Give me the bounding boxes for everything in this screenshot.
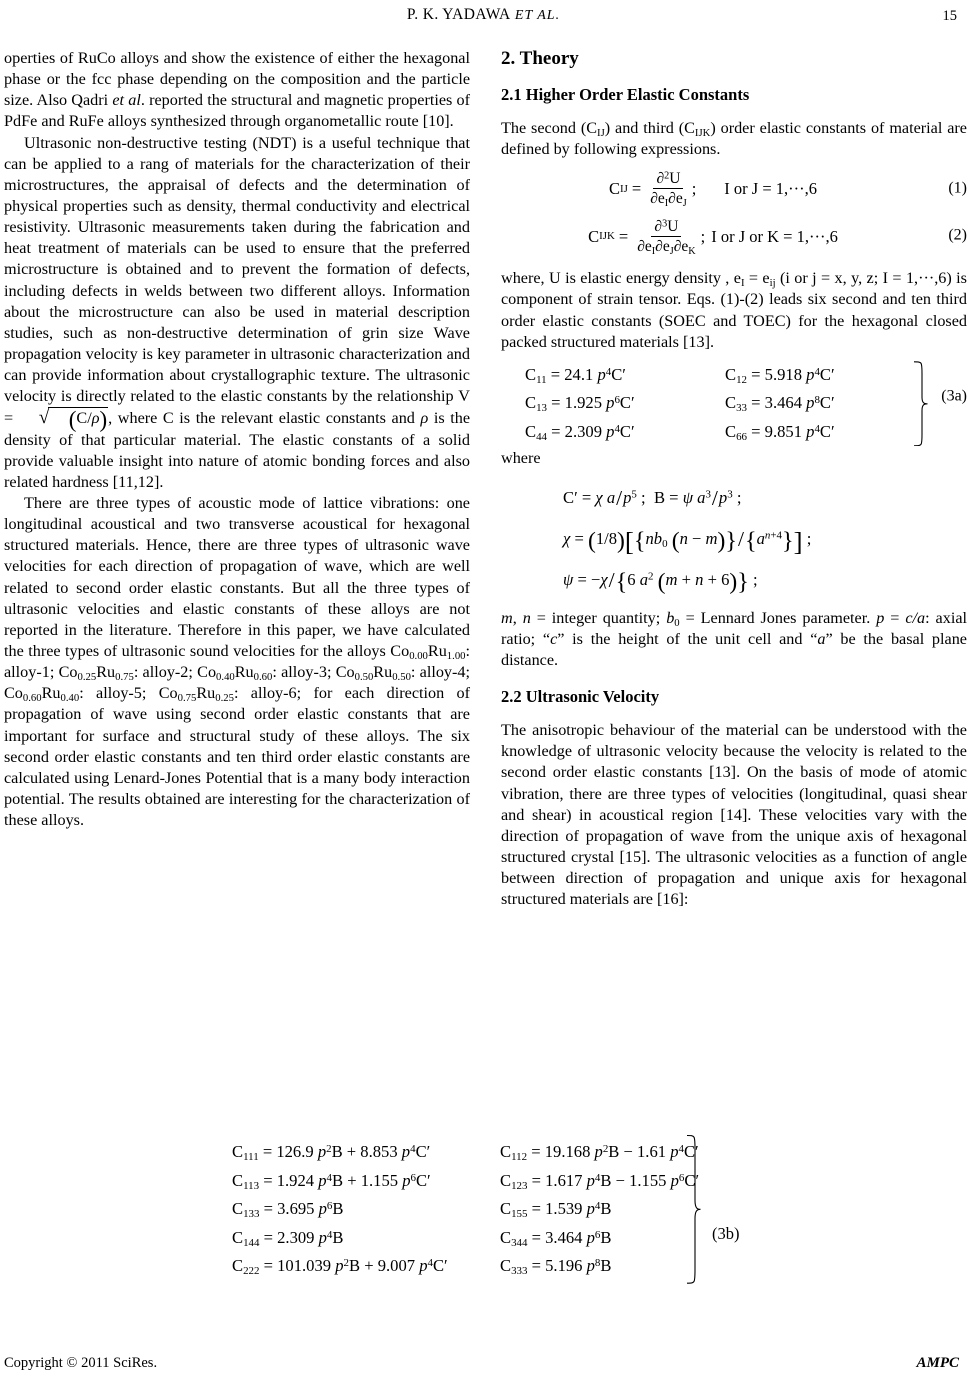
para2-rho: ρ — [420, 409, 429, 428]
paragraph-anisotropic: The anisotropic behaviour of the material can be understood with the knowledge of ultrasonic velocity because the velocity is related to the second order elastic constants [13]. On the basis of mode of atomic vibration, there are three types of velocities (longitudinal, quasi shear and shear) in acoustical region [14]. These velocities vary with the direction of propagation of wave from the unique axis of hexagonal structured crystal [15]. The ultrasonic velocities as a function of angle between direction of propagation and unique axis for hexagonal structured materials are [16]: — [501, 721, 967, 909]
paragraph-where-u — [501, 268, 967, 353]
equation-3b-block — [0, 1138, 967, 1338]
alloy-label-6: : alloy-6; — [233, 684, 314, 703]
section-heading-theory: 2. Theory — [501, 48, 579, 69]
equation-3a-grid — [525, 361, 967, 447]
radicand-rho: ρ — [91, 409, 100, 428]
where-label: where — [501, 449, 541, 468]
eq2-numerator: ∂$^3$U — [651, 218, 681, 237]
alloy-formula-1: $Co_{0.00}Ru_{1.00}$ — [390, 641, 466, 662]
eq1-numerator: ∂$^2$U — [653, 170, 683, 189]
symbol-lj-text: = Lennard Jones parameter. — [679, 608, 877, 627]
para1-part-b: . reported the structural and magnetic properties of PdFe and RuFe alloys synthesized through organometallic route [10]. — [4, 91, 471, 131]
eq3a-cell-C66: $C_{66} = 9.851$ $p^4C'$ — [725, 421, 835, 443]
rc-para1-a: The second (C — [501, 118, 598, 137]
eq3a-cell-C44: $C_{44} = 2.309$ $p^4C'$ — [525, 421, 635, 443]
eq3b-cell-C155: $C_{155} = 1.539$ $p^4B$ — [500, 1199, 612, 1221]
eq2-fraction — [634, 218, 698, 256]
eq2-lhs: C — [588, 226, 600, 246]
alloy-formula-2: $Co_{0.25}Ru_{0.75}$ — [58, 663, 134, 684]
eq3a-cell-C13: $C_{13} = 1.925$ $p^6C'$ — [525, 393, 635, 415]
right-column — [501, 48, 967, 910]
subsection-heading-ultrasonic-velocity: 2.2 Ultrasonic Velocity — [501, 687, 660, 707]
radicand — [48, 407, 108, 433]
running-head-author: P. K. YADAWA — [406, 6, 511, 23]
eq3b-cell-C111: $C_{111} = 126.9$ $p^2B + 8.853$ $p^4C'$ — [232, 1142, 431, 1164]
symbol-eq: = — [884, 608, 906, 627]
para2-part-b: , where C is the relevant elastic constants and — [108, 409, 421, 428]
equation-1 — [501, 170, 967, 208]
equation-2-body: C IJK = $\frac{\partial^3U}{\partial e_I\partial e_J\partial e_K}$ ; I or J or K = 1,···,6 — [588, 217, 838, 257]
para2-part-c: is the density of that particular material. The elastic constants of a solid provide valuable insight into nature of atomic bonding forces and also related hardness [11,12]. — [4, 409, 471, 491]
constant-definitions — [501, 478, 967, 602]
eq1-lhs: C — [609, 178, 621, 198]
alloy-label-5: : alloy-5; — [79, 684, 159, 703]
eq3a-cell-C11: $C_{11} = 24.1$ $p^4C'$ — [525, 364, 626, 386]
symbol-b0: b — [666, 608, 675, 627]
eq3b-cell-C222: $C_{222} = 101.039$ $p^2B + 9.007$ $p^4C'$ — [232, 1256, 448, 1278]
equation-2 — [501, 218, 967, 256]
eq3b-cell-C144: $C_{144} = 2.309$ $p^4B$ — [232, 1227, 344, 1249]
left-column — [4, 48, 470, 831]
velocity-lhs: V — [458, 387, 470, 406]
radicand-c: C — [76, 409, 88, 428]
para1-italic: et al — [112, 91, 141, 110]
paragraph-acoustic-modes — [4, 493, 470, 831]
para3-part-b: for each direction of propagation of wave using second order elastic constants that are important for surface and structural study of these alloys. The six second order elastic constants and ten third order elastic constants are calculated using Lenard-Jones Potential that is a many body interaction potential. The results obtained are interesting for the characterization of these alloys. — [4, 684, 470, 830]
footer-copyright: Copyright © 2011 SciRes. — [4, 1355, 158, 1371]
page-footer — [4, 1355, 959, 1372]
page-number: 15 — [942, 8, 957, 24]
sqrt-radical — [19, 407, 108, 433]
definition-psi: ψ = −χ/{6 $a^2$ (m + n + 6)} ; — [563, 568, 758, 597]
paragraph-symbol-meanings — [501, 608, 967, 671]
eq2-denominator: $\partial e_I\partial e_J\partial e_K$ — [637, 237, 696, 257]
symbol-m: m — [501, 608, 513, 627]
equation-3b-grid — [232, 1138, 702, 1281]
symbol-a-quoted: a — [817, 630, 826, 649]
eq3a-cell-C12: $C_{12} = 5.918$ $p^4C'$ — [725, 364, 835, 386]
rc-para2-sub-ij: ij — [769, 277, 776, 290]
para2-part-a: Ultrasonic non-destructive testing (NDT) is a useful technique that can be applied to a rang of materials for the characterization of their microstructures, the appraisal of defects and the determination of physical properties such as density, thermal conductivity and electrical resistivity. Ultrasonic measurements taken during the fabrication and heat treatment of materials can be used to ensure that the preferred microstructure is obtained and to prevent the formation of defects, including defects in welds between two different alloys. Information about the microstructure can also be used in material description studies, such as non-destructive determination of grin size Wave propagation velocity is key parameter in ultrasonic characterization and can provide information about crystallographic texture. The ultrasonic velocity is directly related to the elastic constants by the relationship — [4, 133, 470, 406]
symbol-c-over-a: c/a — [905, 608, 926, 627]
alloy-formula-5: $Co_{0.60}Ru_{0.40}$ — [4, 684, 80, 705]
equation-1-number: (1) — [948, 179, 967, 197]
eq3b-cell-C112: $C_{112} = 19.168$ $p^2B - 1.61$ $p^4C'$ — [500, 1142, 699, 1164]
alloy-formula-3: $Co_{0.40}Ru_{0.60}$ — [197, 663, 273, 684]
eq1-equals: = — [631, 178, 642, 198]
alloy-formula-6: $Co_{0.75}Ru_{0.25}$ — [158, 684, 234, 705]
rc-para1-sub-ij: IJ — [597, 126, 605, 139]
rc-para2-c: (i or j = x, y, z; I = 1,···,6) is component of strain tensor. Eqs. (1)-(2) leads six second and ten third order elastic constants (SOEC and TOEC) for the hexagonal closed packed structured materials [13]. — [501, 269, 967, 351]
eq3a-cell-C33: $C_{33} = 3.464$ $p^8C'$ — [725, 393, 835, 415]
eq1-denominator: $\partial e_I\partial e_J$ — [650, 190, 687, 210]
rc-para1-sub-ijk: IJK — [694, 126, 711, 139]
rc-para2-sub-i: I — [740, 277, 745, 290]
radicand-close-paren: ) — [99, 407, 108, 433]
definition-chi: $\chi = (1/8)[\{nb_0$ $(n - m)\}/\{a^{n+4}\}$] ; — [563, 526, 812, 557]
running-head-title — [0, 6, 967, 24]
symbol-axial-text: : axial ratio; “ — [501, 608, 967, 649]
eq2-semicolon: ; — [700, 226, 706, 246]
equation-3b-number: (3b) — [712, 1224, 740, 1243]
running-head-etal: ET AL. — [514, 8, 561, 23]
radicand-open-paren: ( — [68, 407, 77, 433]
symbol-sep: , — [512, 608, 523, 627]
equation-2-number: (2) — [948, 227, 967, 245]
eq2-condition: I or J or K = 1,···,6 — [711, 226, 838, 246]
equation-1-body: C IJ = $\frac{\partial^2U}{\partial e_I\partial e_J}$ ; I or J = 1,···,6 — [609, 169, 817, 210]
running-head — [0, 6, 967, 30]
alloy-label-3: : alloy-3; — [272, 663, 336, 682]
rc-para2-b: = e — [744, 269, 770, 288]
paragraph-soec-toec-intro — [501, 118, 967, 160]
eq3b-cell-C333: $C_{333} = 5.196$ $p^8B$ — [500, 1256, 612, 1278]
eq3b-cell-C344: $C_{344} = 3.464$ $p^6B$ — [500, 1227, 612, 1249]
para1-part-a: operties of RuCo alloys and show the existence of either the hexagonal phase or the fcc phase depending on the composition and the particle size. Also Qadri — [4, 49, 470, 110]
radicand-slash: / — [87, 409, 92, 428]
para3-part-a: There are three types of acoustic mode of lattice vibrations: one longitudinal acoustical and two transverse acoustical for hexagonal structured materials. Hence, there are three types of ultrasonic wave velocities for each direction of propagation of wave, which are well related to second order elastic constants. But all the three types of ultrasonic velocities and elastic constants of these alloys are not reported in the literature. Therefore in this paper, we have calculated the three types of ultrasonic sound velocities for the alloys — [4, 493, 470, 660]
symbol-n: n — [522, 608, 531, 627]
rc-para1-c: ) order elastic constants of material are defined by following expressions. — [501, 118, 967, 158]
symbol-b0-sub: 0 — [674, 616, 680, 629]
alloy-formula-4: $Co_{0.50}Ru_{0.50}$ — [335, 663, 411, 684]
velocity-eq: = — [4, 409, 14, 428]
eq3b-cell-C133: $C_{133} = 3.695$ $p^6B$ — [232, 1199, 344, 1221]
symbol-basal-text: ” be the basal plane distance. — [501, 630, 967, 670]
equation-3b-inner — [232, 1138, 702, 1281]
paragraph-ndt — [4, 133, 470, 493]
subsection-heading-higher-order: 2.1 Higher Order Elastic Constants — [501, 84, 750, 104]
equation-3a — [501, 361, 967, 447]
eq3b-cell-C123: $C_{123} = 1.617$ $p^4B - 1.155$ $p^6C'$ — [500, 1170, 700, 1192]
rc-para2-a: where, U is elastic energy density , e — [501, 269, 741, 288]
eq3b-cell-C113: $C_{113} = 1.924$ $p^4B + 1.155$ $p^6C'$ — [232, 1170, 431, 1192]
paragraph-continuation — [4, 48, 470, 133]
definition-cprime-b: C′ = χ $a/p^5$ ; B = ψ $a^3/p^3$ ; — [563, 485, 742, 510]
eq1-condition: I or J = 1,···,6 — [724, 178, 817, 198]
symbol-p: p — [876, 608, 885, 627]
eq1-semicolon: ; — [691, 178, 697, 198]
alloy-label-2: : alloy-2; — [133, 663, 198, 682]
equation-3a-number: (3a) — [941, 387, 967, 405]
alloy-label-1: : alloy-1; — [4, 641, 470, 682]
eq1-fraction — [647, 170, 689, 208]
symbol-c-quoted: c — [550, 630, 558, 649]
symbol-integer-text: = integer quantity; — [530, 608, 667, 627]
footer-journal: AMPC — [916, 1355, 959, 1371]
eq2-equals: = — [618, 226, 629, 246]
alloy-label-4: : alloy-4; — [410, 663, 470, 682]
rc-para1-b: ) and third (C — [604, 118, 695, 137]
symbol-height-text: ” is the height of the unit cell and “ — [557, 630, 818, 649]
